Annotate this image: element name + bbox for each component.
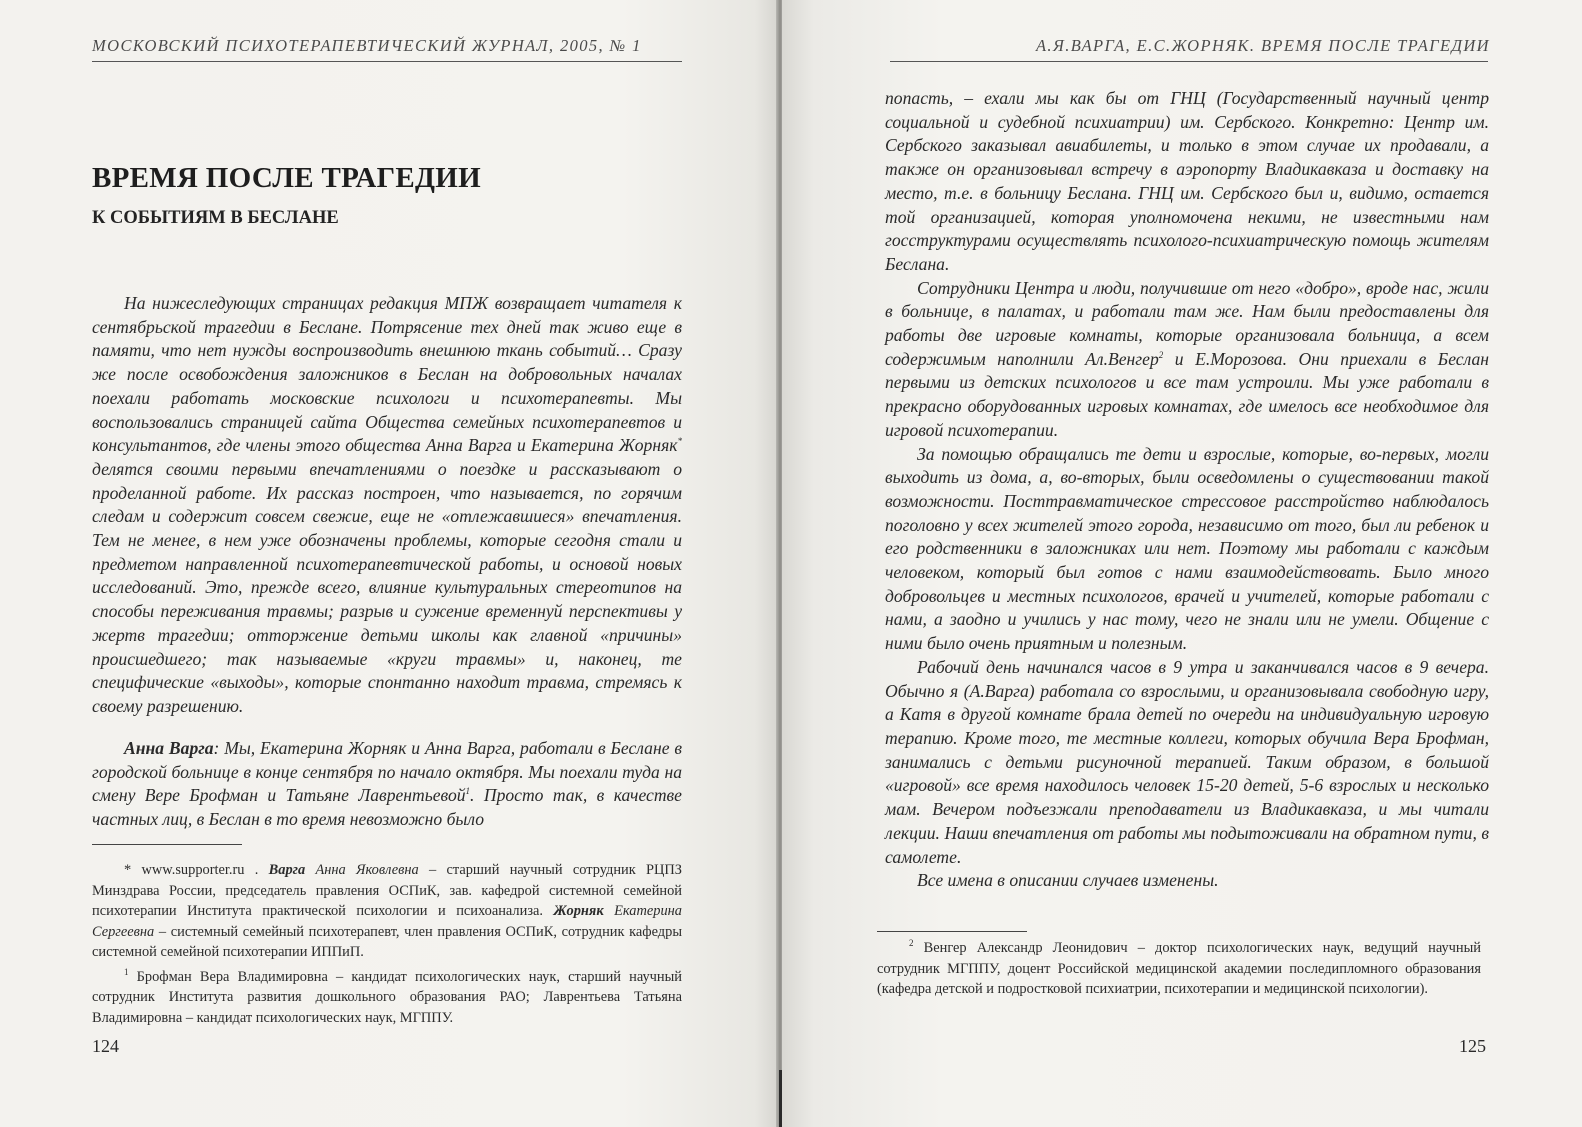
footnote-text: Брофман Вера Владимировна – кандидат психологических наук, старший научный сотрудник Института развития дошкольного образования РАО; Лаврентьева Татьяна Владимировна – кандидат психологических наук, МГППУ. <box>92 968 682 1026</box>
page-number: 124 <box>92 1036 119 1056</box>
footnote-url: * www.supporter.ru . <box>124 862 269 878</box>
footnote-given-name: Анна Яковлевна <box>305 862 419 878</box>
body-text-part1: Сотрудники Центра и люди, получившие от него «добро», вроде нас, жили в больнице, в палатах, и работали там же. Нам были предоставлены для работы две игровые комнаты, которые организовала больница, а всем содержимым наполнили Ал.Венгер <box>885 277 1489 369</box>
intro-paragraph <box>92 292 682 719</box>
intro-text-part2: делятся своими первыми впечатлениями о поездке и рассказывают о проделанной работе. Их рассказ построен, что называется, по горячим следам и содержит совсем свежие, еще не «отлежавшиеся» впечатления. Тем не менее, в нем уже обозначены проблемы, которые сегодня стали и предметом направленной психотерапевтической работы, и основой новых исследований. Это, прежде всего, влияние культуральных стереотипов на способы переживания травмы; разрыв и сужение временнуй перспективы у жертв трагедии; отторжение детьми школы как главной «причины» происшедшего; так называемые «круги травмы» и, наконец, те специфические «выходы», которые спонтанно находит травма, стремясь к своему разрешению. <box>92 458 682 716</box>
intro-text-part1: На нижеследующих страницах редакция МПЖ возвращает читателя к сентябрьской трагедии в Беслане. Потрясение тех дней так живо еще в памяти, что нет нужды воспроизводить внешнюю ткань событий… Сразу же после освобождения заложников в Беслан на добровольных началах поехали работать московские психологи и психотерапевты. Мы воспользовались страницей сайта Общества семейных психотерапевтов и консультантов, где члены этого общества Анна Варга и Екатерина Жорняк <box>92 293 682 456</box>
running-header: МОСКОВСКИЙ ПСИХОТЕРАПЕВТИЧЕСКИЙ ЖУРНАЛ, 2005, № 1 <box>92 36 642 55</box>
footnote-text: – системный семейный психотерапевт, член правления ОСПиК, сотрудник кафедры системной семейной психотерапии ИППиП. <box>92 923 682 960</box>
header-rule <box>890 61 1488 62</box>
article-body-start <box>92 737 682 832</box>
header-rule <box>92 61 682 62</box>
footnote-text: – старший научный сотрудник РЦПЗ Минздрава России, председатель правления ОСПиК, зав. кафедрой системной семейной психотерапии Института практической психологии и психоанализа. <box>92 862 682 919</box>
article-title: ВРЕМЯ ПОСЛЕ ТРАГЕДИИ <box>92 162 482 194</box>
body-paragraph <box>885 277 1489 443</box>
speaker-name: Анна Варга <box>124 738 214 758</box>
footnote-1 <box>92 967 682 1029</box>
body-text-part2: . Просто так, в качестве частных лиц, в Беслан в то время невозможно было <box>92 785 682 830</box>
body-paragraph: Рабочий день начинался часов в 9 утра и заканчивался часов в 9 вечера. Обычно я (А.Варга) работала со взрослыми, и организовывала свободную игру, а Катя в другой комнате брала детей по очереди на индивидуальную игровую терапию. Кроме того, те местные коллеги, которых обучила Вера Брофман, занимались с детьми рисуночной терапией. Таким образом, в большой «игровой» все время находилось человек 15-20 детей, 5-6 взрослых и несколько мам. Вечером подъезжали преподаватели из Владикавказа, и мы читали лекции. Наши впечатления от работы мы подытоживали на обратном пути, в самолете. <box>885 656 1489 867</box>
body-text-part1: : Мы, Екатерина Жорняк и Анна Варга, работали в Беслане в городской больнице в конце сентября по начало октября. Мы поехали туда на смену Вере Брофман и Татьяне Лаврентьевой <box>92 738 682 806</box>
right-page <box>782 0 1582 1127</box>
article-body-continued <box>885 87 1489 893</box>
footnotes <box>877 938 1481 1004</box>
article-subtitle: К СОБЫТИЯМ В БЕСЛАНЕ <box>92 208 339 228</box>
footnote-authors <box>92 860 682 963</box>
running-header: А.Я.ВАРГА, Е.С.ЖОРНЯК. ВРЕМЯ ПОСЛЕ ТРАГЕДИИ <box>1035 36 1490 55</box>
left-page <box>0 0 778 1127</box>
footnote-2 <box>877 938 1481 1000</box>
footnote-surname: Жорняк <box>553 903 604 919</box>
footnote-rule <box>877 931 1027 932</box>
footnote-text: Венгер Александр Леонидович – доктор психологических наук, ведущий научный сотрудник МГППУ, доцент Российской медицинской академии последипломного образования (кафедра детской и подростковой психиатрии, психотерапии и медицинской психологии). <box>877 940 1481 997</box>
footnotes <box>92 860 682 1032</box>
footnote-mark: 2 <box>1158 349 1164 360</box>
footnote-rule <box>92 844 242 845</box>
body-paragraph: Все имена в описании случаев изменены. <box>917 870 1219 891</box>
footnote-mark: 1 <box>465 786 471 797</box>
body-paragraph: попасть, – ехали мы как бы от ГНЦ (Государственный научный центр социальной и судебной психиатрии) им. Сербского. Конкретно: Центр им. Сербского заказывал авиабилеты, и только в этом случае их продавали, а также он организовывал встречу в аэропорту Владикавказа и доставку на место, т.е. в больницу Беслана. ГНЦ им. Сербского был и, видимо, остается той организацией, которая уполномочена некими, не известными нам госструктурами осуществлять психолого-психиатрическую помощь жителям Беслана. <box>885 88 1489 274</box>
body-text-part2: и Е.Морозова. Они приехали в Беслан первыми из детских психологов и все там устроили. Мы уже работали в прекрасно оборудованных игровых комнатах, где имелось все необходимое для игровой психотерапии. <box>885 348 1489 440</box>
editorial-intro <box>92 292 682 719</box>
page-number: 125 <box>1459 1036 1486 1056</box>
footnote-number: 2 <box>909 938 914 949</box>
body-paragraph <box>92 737 682 832</box>
footnote-mark: * <box>677 436 682 447</box>
footnote-number: 1 <box>124 966 129 977</box>
body-paragraph: За помощью обращались те дети и взрослые, которые, во-первых, могли выходить из дома, а, во-вторых, были осведомлены о существовании такой возможности. Посттравматическое стрессовое расстройство наблюдалось поголовно у всех жителей этого города, независимо от того, был ли ребенок и его родственники в заложниках или нет. Поэтому мы работали с каждым человеком, который был готов с нами взаимодействовать. Было много добровольцев и местных психологов, врачей и учителей, которые работали с нами, а заодно и учились у нас тому, чего не знали или не умели. Общение с ними было очень приятным и полезным. <box>885 443 1489 654</box>
footnote-surname: Варга <box>268 862 306 878</box>
footnote-given-name: Екатерина Сергеевна <box>92 903 682 940</box>
